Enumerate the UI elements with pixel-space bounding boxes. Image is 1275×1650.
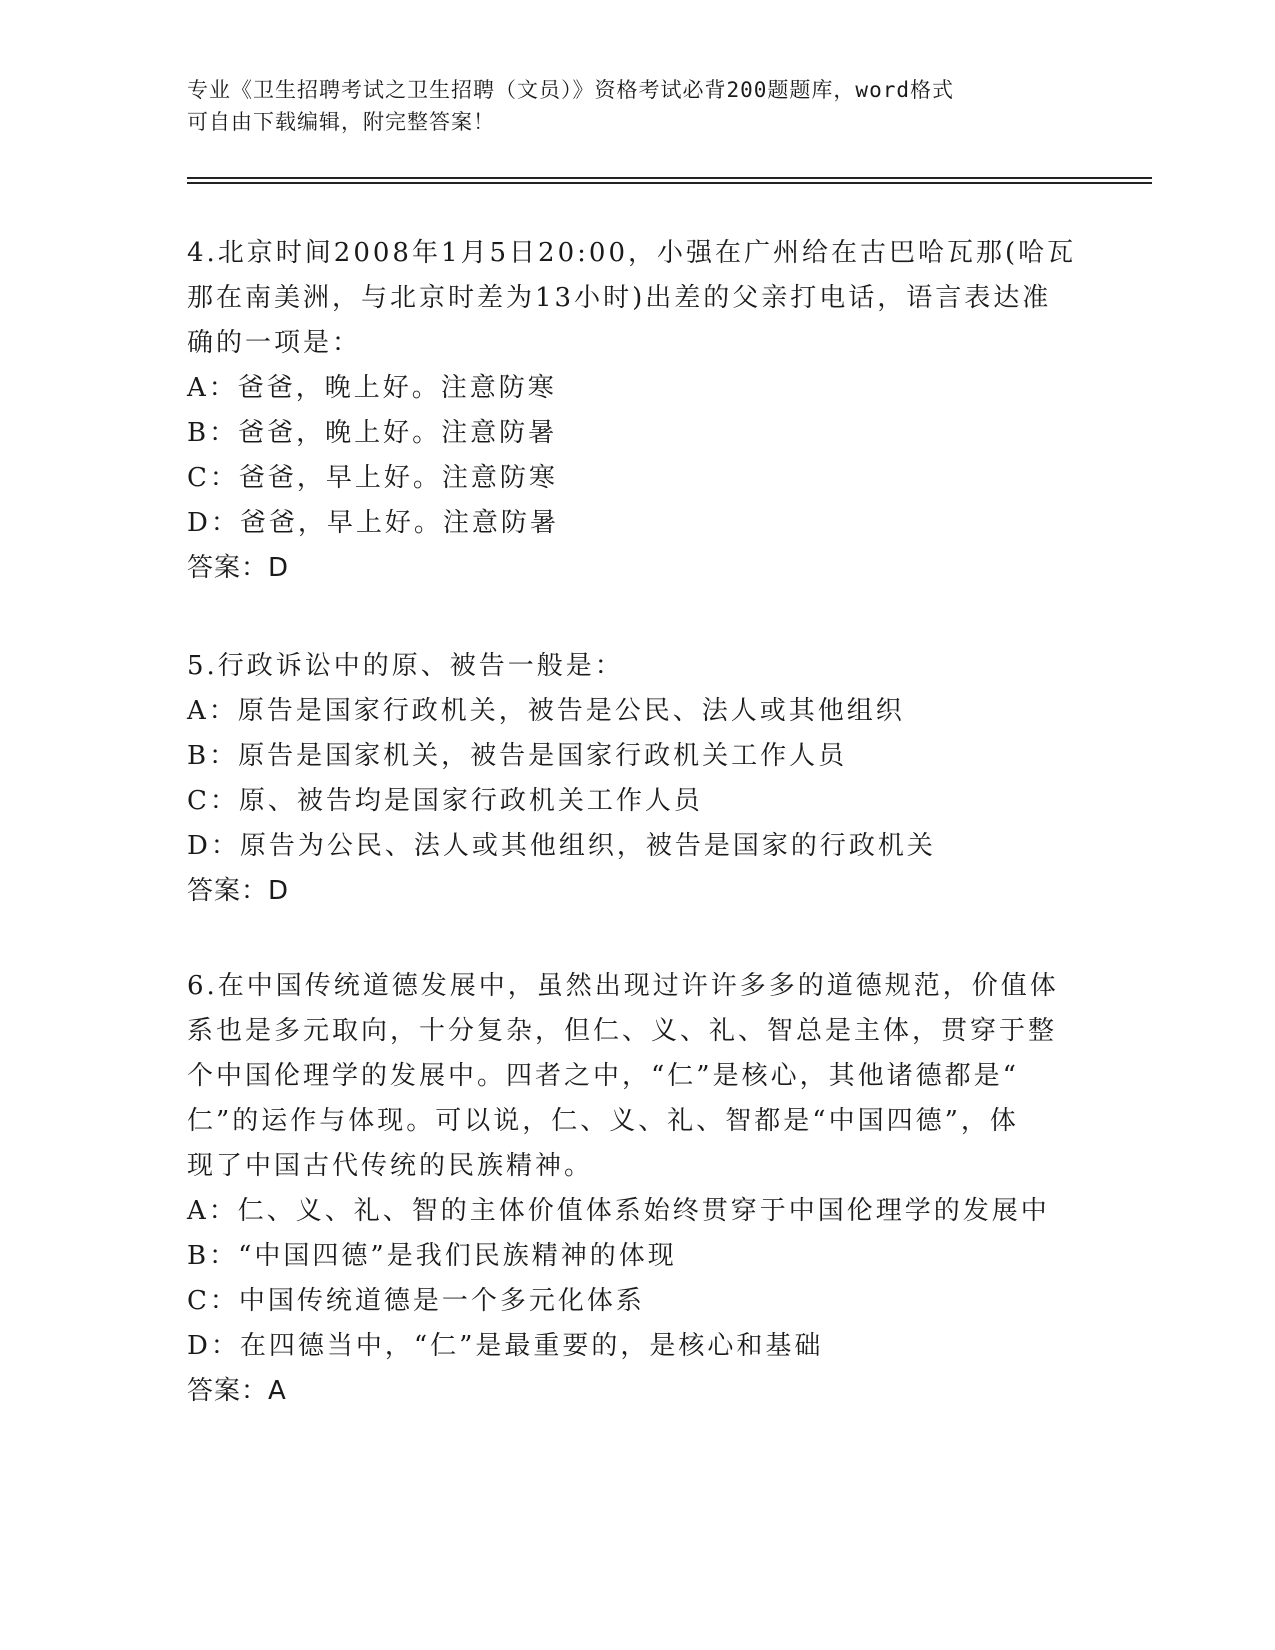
stem-line: 确的一项是： bbox=[187, 328, 362, 358]
answer-line: 答案：D bbox=[187, 553, 290, 583]
option-d: D：在四德当中，“仁”是最重要的，是核心和基础 bbox=[187, 1331, 824, 1361]
option-c: C：原、被告均是国家行政机关工作人员 bbox=[187, 786, 703, 816]
option-d: D：爸爸，早上好。注意防暑 bbox=[187, 508, 559, 538]
stem-line: 系也是多元取向，十分复杂，但仁、义、礼、智总是主体，贯穿于整 bbox=[187, 1016, 1058, 1046]
stem-line: 现了中国古代传统的民族精神。 bbox=[187, 1151, 594, 1181]
question-stem bbox=[187, 644, 1087, 689]
stem-line: 个中国伦理学的发展中。四者之中，“仁”是核心，其他诸德都是“ bbox=[187, 1061, 1019, 1091]
answer-line: 答案：D bbox=[187, 876, 290, 906]
header-line: 可自由下载编辑，附完整答案！ bbox=[187, 110, 495, 134]
question-stem bbox=[187, 231, 1087, 366]
question-block bbox=[187, 231, 1087, 591]
option-b: B：爸爸，晚上好。注意防暑 bbox=[187, 418, 558, 448]
option-b: B：“中国四德”是我们民族精神的体现 bbox=[187, 1241, 677, 1271]
question-block bbox=[187, 964, 1087, 1414]
option-a: A：爸爸，晚上好。注意防寒 bbox=[187, 373, 557, 403]
option-b: B：原告是国家机关，被告是国家行政机关工作人员 bbox=[187, 741, 848, 771]
stem-line: 4.北京时间2008年1月5日20:00，小强在广州给在古巴哈瓦那(哈瓦 bbox=[187, 238, 1077, 268]
option-a: A：仁、义、礼、智的主体价值体系始终贯穿于中国伦理学的发展中 bbox=[187, 1196, 1050, 1226]
stem-line: 5.行政诉讼中的原、被告一般是： bbox=[187, 651, 624, 681]
stem-line: 仁”的运作与体现。可以说，仁、义、礼、智都是“中国四德”，体 bbox=[187, 1106, 1019, 1136]
question-block bbox=[187, 644, 1087, 914]
header-line: 专业《卫生招聘考试之卫生招聘（文员）》资格考试必背200题题库，word格式 bbox=[187, 78, 954, 102]
answer-line: 答案：A bbox=[187, 1376, 287, 1406]
document-header bbox=[187, 74, 1087, 138]
stem-line: 那在南美洲，与北京时差为13小时)出差的父亲打电话，语言表达准 bbox=[187, 283, 1052, 313]
header-divider bbox=[187, 182, 1152, 184]
question-stem bbox=[187, 964, 1087, 1189]
option-c: C：爸爸，早上好。注意防寒 bbox=[187, 463, 558, 493]
stem-line: 6.在中国传统道德发展中，虽然出现过许许多多的道德规范，价值体 bbox=[187, 971, 1059, 1001]
option-c: C：中国传统道德是一个多元化体系 bbox=[187, 1286, 645, 1316]
header-divider bbox=[187, 177, 1152, 179]
option-d: D：原告为公民、法人或其他组织，被告是国家的行政机关 bbox=[187, 831, 936, 861]
option-a: A：原告是国家行政机关，被告是公民、法人或其他组织 bbox=[187, 696, 905, 726]
